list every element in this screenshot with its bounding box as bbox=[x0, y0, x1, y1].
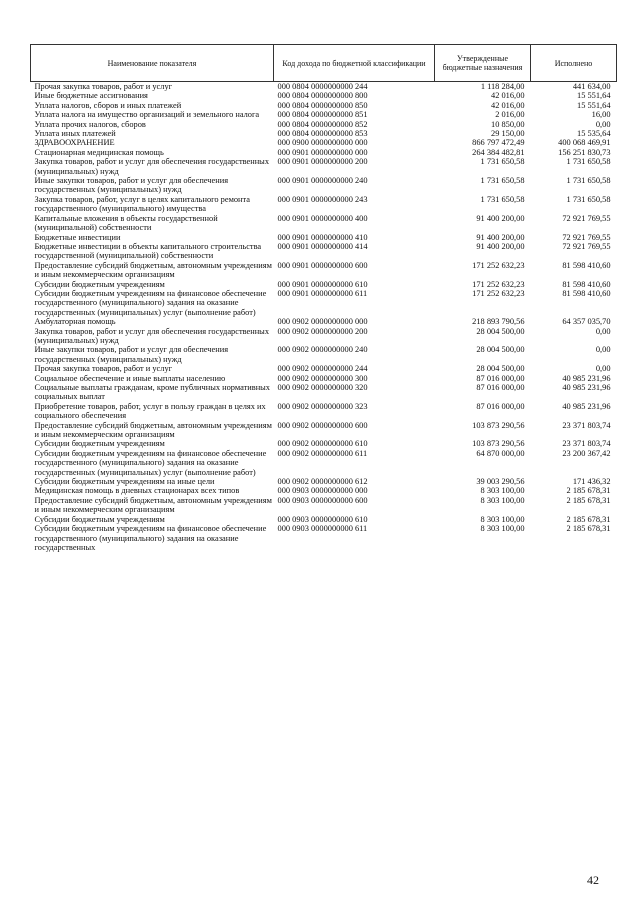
row-name: Прочая закупка товаров, работ и услуг bbox=[34, 82, 173, 91]
row-executed: 40 985 231,96 bbox=[562, 373, 611, 383]
row-name: Уплата налогов, сборов и иных платежей bbox=[34, 100, 182, 110]
row-code: 000 0902 0000000000 000 bbox=[277, 317, 368, 327]
row-approved: 218 893 790,56 bbox=[472, 317, 525, 327]
row-executed: 72 921 769,55 bbox=[562, 241, 611, 251]
row-executed: 441 634,00 bbox=[572, 82, 611, 91]
row-name: Бюджетные инвестиции в объекты капитального строительства государственной (муниципальной) собственности bbox=[34, 241, 262, 261]
row-name: Стационарная медицинская помощь bbox=[34, 147, 164, 157]
row-name: Бюджетные инвестиции bbox=[34, 232, 121, 242]
row-approved: 1 118 284,00 bbox=[480, 82, 525, 91]
row-code: 000 0804 0000000000 850 bbox=[277, 100, 368, 110]
table-row bbox=[31, 421, 617, 440]
table-row bbox=[31, 176, 617, 195]
table-row bbox=[31, 439, 617, 448]
row-approved: 1 731 650,58 bbox=[480, 176, 525, 186]
table-body bbox=[31, 82, 617, 553]
row-approved: 1 731 650,58 bbox=[480, 194, 525, 204]
row-code: 000 0902 0000000000 240 bbox=[277, 345, 368, 355]
row-executed: 16,00 bbox=[591, 110, 611, 120]
row-code: 000 0901 0000000000 240 bbox=[277, 176, 368, 186]
table-header bbox=[31, 45, 617, 82]
table-row bbox=[31, 289, 617, 317]
row-name: Субсидии бюджетным учреждениям bbox=[34, 439, 165, 449]
row-executed: 81 598 410,60 bbox=[562, 279, 611, 289]
header-approved: Утвержденные бюджетные назначения bbox=[435, 45, 531, 82]
row-name: Субсидии бюджетным учреждениям на финансовое обеспечение государственного (муниципального) задания на оказание государственных (муниципальных) услуг (выполнение работ) bbox=[34, 448, 267, 477]
row-code: 000 0902 0000000000 600 bbox=[277, 420, 368, 430]
row-name: Субсидии бюджетным учреждениям bbox=[34, 279, 165, 289]
table-row bbox=[31, 402, 617, 421]
row-executed: 72 921 769,55 bbox=[562, 213, 611, 223]
row-code: 000 0902 0000000000 323 bbox=[277, 401, 368, 411]
row-name: Субсидии бюджетным учреждениям на финансовое обеспечение государственного (муниципального) задания на оказание государственных (муниципальных) услуг (выполнение работ) bbox=[34, 288, 267, 317]
row-code: 000 0901 0000000000 000 bbox=[277, 147, 368, 157]
row-executed: 23 371 803,74 bbox=[562, 420, 611, 430]
table-row bbox=[31, 242, 617, 261]
row-code: 000 0902 0000000000 610 bbox=[277, 439, 368, 449]
row-approved: 42 016,00 bbox=[491, 100, 525, 110]
row-approved: 87 016 000,00 bbox=[476, 401, 525, 411]
row-executed: 2 185 678,31 bbox=[566, 514, 611, 524]
table-row bbox=[31, 327, 617, 346]
row-approved: 171 252 632,23 bbox=[472, 260, 525, 270]
row-code: 000 0804 0000000000 852 bbox=[277, 119, 368, 129]
row-approved: 28 004 500,00 bbox=[476, 345, 525, 355]
row-executed: 1 731 650,58 bbox=[566, 157, 611, 167]
budget-table-container bbox=[30, 44, 616, 552]
row-approved: 29 150,00 bbox=[491, 129, 525, 139]
table-row bbox=[31, 449, 617, 477]
table-row bbox=[31, 233, 617, 242]
row-code: 000 0804 0000000000 800 bbox=[277, 91, 368, 101]
row-name: Амбулаторная помощь bbox=[34, 317, 116, 327]
row-code: 000 0902 0000000000 300 bbox=[277, 373, 368, 383]
row-approved: 171 252 632,23 bbox=[472, 288, 525, 298]
row-code: 000 0902 0000000000 611 bbox=[277, 448, 368, 458]
table-row bbox=[31, 101, 617, 110]
row-executed: 0,00 bbox=[595, 119, 611, 129]
row-approved: 91 400 200,00 bbox=[476, 213, 525, 223]
row-approved: 91 400 200,00 bbox=[476, 232, 525, 242]
row-approved: 1 731 650,58 bbox=[480, 157, 525, 167]
table-row bbox=[31, 110, 617, 119]
row-executed: 72 921 769,55 bbox=[562, 232, 611, 242]
row-name: Уплата иных платежей bbox=[34, 129, 116, 139]
row-name: Иные закупки товаров, работ и услуг для обеспечения государственных (муниципальных) нужд bbox=[34, 345, 229, 364]
row-code: 000 0901 0000000000 610 bbox=[277, 279, 368, 289]
row-code: 000 0903 0000000000 610 bbox=[277, 514, 368, 524]
row-approved: 64 870 000,00 bbox=[476, 448, 525, 458]
row-code: 000 0901 0000000000 611 bbox=[277, 288, 368, 298]
row-executed: 0,00 bbox=[595, 326, 611, 336]
row-executed: 40 985 231,96 bbox=[562, 383, 611, 392]
row-name: Социальные выплаты гражданам, кроме публичных нормативных социальных выплат bbox=[34, 383, 270, 402]
row-name: Прочая закупка товаров, работ и услуг bbox=[34, 364, 173, 374]
table-row bbox=[31, 317, 617, 326]
row-executed: 156 251 830,73 bbox=[558, 147, 611, 157]
row-executed: 15 551,64 bbox=[577, 100, 611, 110]
row-code: 000 0901 0000000000 414 bbox=[277, 241, 368, 251]
row-code: 000 0902 0000000000 320 bbox=[277, 383, 368, 392]
row-approved: 2 016,00 bbox=[495, 110, 525, 120]
row-name: Социальное обеспечение и иные выплаты населению bbox=[34, 373, 226, 383]
row-approved: 8 303 100,00 bbox=[480, 486, 525, 496]
row-name: Предоставление субсидий бюджетным, автономным учреждениям и иным некоммерческим организациям bbox=[34, 260, 272, 280]
row-code: 000 0804 0000000000 244 bbox=[277, 82, 368, 91]
row-executed: 171 436,32 bbox=[572, 477, 611, 487]
row-name: Закупка товаров, работ и услуг для обеспечения государственных (муниципальных) нужд bbox=[34, 326, 270, 345]
table-row bbox=[31, 148, 617, 157]
row-code: 000 0901 0000000000 400 bbox=[277, 213, 368, 223]
row-executed: 1 731 650,58 bbox=[566, 194, 611, 204]
row-executed: 15 535,64 bbox=[577, 129, 611, 139]
table-row bbox=[31, 515, 617, 524]
row-name: Иные закупки товаров, работ и услуг для обеспечения государственных (муниципальных) нужд bbox=[34, 176, 229, 195]
row-approved: 8 303 100,00 bbox=[480, 514, 525, 524]
row-code: 000 0901 0000000000 200 bbox=[277, 157, 368, 167]
row-executed: 23 371 803,74 bbox=[562, 439, 611, 449]
row-name: Капитальные вложения в объекты государственной (муниципальной) собственности bbox=[34, 213, 218, 233]
row-executed: 81 598 410,60 bbox=[562, 288, 611, 298]
table-row bbox=[31, 129, 617, 138]
table-row bbox=[31, 138, 617, 147]
table-row bbox=[31, 91, 617, 100]
row-approved: 264 384 482,81 bbox=[472, 147, 525, 157]
table-row bbox=[31, 345, 617, 364]
table-row bbox=[31, 524, 617, 552]
row-approved: 8 303 100,00 bbox=[480, 524, 525, 534]
table-row bbox=[31, 280, 617, 289]
row-executed: 2 185 678,31 bbox=[566, 524, 611, 534]
row-executed: 64 357 035,70 bbox=[562, 317, 611, 327]
row-approved: 87 016 000,00 bbox=[476, 383, 525, 392]
row-approved: 171 252 632,23 bbox=[472, 279, 525, 289]
row-approved: 28 004 500,00 bbox=[476, 326, 525, 336]
table-row bbox=[31, 364, 617, 373]
row-name: Уплата налога на имущество организаций и земельного налога bbox=[34, 110, 260, 120]
row-code: 000 0903 0000000000 000 bbox=[277, 486, 368, 496]
row-executed: 2 185 678,31 bbox=[566, 486, 611, 496]
row-approved: 8 303 100,00 bbox=[480, 495, 525, 505]
row-name: Медицинская помощь в дневных стационарах всех типов bbox=[34, 486, 240, 496]
row-approved: 866 797 472,49 bbox=[472, 138, 525, 148]
row-code: 000 0902 0000000000 200 bbox=[277, 326, 368, 336]
table-row bbox=[31, 120, 617, 129]
row-name: Приобретение товаров, работ, услуг в пользу граждан в целях их социального обеспечения bbox=[34, 401, 266, 421]
header-name: Наименование показателя bbox=[31, 45, 274, 82]
row-code: 000 0804 0000000000 851 bbox=[277, 110, 368, 120]
row-name: Субсидии бюджетным учреждениям на финансовое обеспечение государственного (муниципального) задания на оказание государственных bbox=[34, 524, 267, 552]
table-row bbox=[31, 82, 617, 92]
row-code: 000 0903 0000000000 600 bbox=[277, 495, 368, 505]
row-code: 000 0804 0000000000 853 bbox=[277, 129, 368, 139]
row-executed: 400 068 469,91 bbox=[558, 138, 611, 148]
row-approved: 103 873 290,56 bbox=[472, 420, 525, 430]
row-name: ЗДРАВООХРАНЕНИЕ bbox=[34, 138, 115, 148]
table-row bbox=[31, 496, 617, 515]
row-name: Иные бюджетные ассигнования bbox=[34, 91, 148, 101]
table-row bbox=[31, 261, 617, 280]
row-code: 000 0900 0000000000 000 bbox=[277, 138, 368, 148]
row-name: Предоставление субсидий бюджетным, автономным учреждениям и иным некоммерческим организациям bbox=[34, 495, 272, 515]
budget-execution-table bbox=[30, 44, 617, 552]
row-executed: 0,00 bbox=[595, 364, 611, 374]
row-code: 000 0902 0000000000 612 bbox=[277, 477, 368, 487]
row-name: Субсидии бюджетным учреждениям на иные цели bbox=[34, 477, 215, 487]
row-code: 000 0901 0000000000 243 bbox=[277, 194, 368, 204]
page-number: 42 bbox=[587, 873, 599, 887]
row-name: Уплата прочих налогов, сборов bbox=[34, 119, 146, 129]
row-approved: 10 850,00 bbox=[491, 119, 525, 129]
row-name: Закупка товаров, работ, услуг в целях капитального ремонта государственного (муниципального) имущества bbox=[34, 194, 251, 214]
row-executed: 40 985 231,96 bbox=[562, 401, 611, 411]
table-row bbox=[31, 214, 617, 233]
row-code: 000 0901 0000000000 410 bbox=[277, 232, 368, 242]
row-executed: 1 731 650,58 bbox=[566, 176, 611, 186]
table-row bbox=[31, 383, 617, 402]
row-approved: 87 016 000,00 bbox=[476, 373, 525, 383]
row-approved: 91 400 200,00 bbox=[476, 241, 525, 251]
row-name: Субсидии бюджетным учреждениям bbox=[34, 514, 165, 524]
row-name: Закупка товаров, работ и услуг для обеспечения государственных (муниципальных) нужд bbox=[34, 157, 270, 176]
row-code: 000 0902 0000000000 244 bbox=[277, 364, 368, 374]
row-approved: 39 003 290,56 bbox=[476, 477, 525, 487]
row-approved: 28 004 500,00 bbox=[476, 364, 525, 374]
header-code: Код дохода по бюджетной классификации bbox=[274, 45, 435, 82]
row-approved: 42 016,00 bbox=[491, 91, 525, 101]
row-code: 000 0901 0000000000 600 bbox=[277, 260, 368, 270]
row-code: 000 0903 0000000000 611 bbox=[277, 524, 368, 534]
row-executed: 23 200 367,42 bbox=[562, 448, 611, 458]
row-executed: 81 598 410,60 bbox=[562, 260, 611, 270]
table-row bbox=[31, 486, 617, 495]
row-executed: 15 551,64 bbox=[577, 91, 611, 101]
row-executed: 2 185 678,31 bbox=[566, 495, 611, 505]
table-row bbox=[31, 157, 617, 176]
header-executed: Исполнено bbox=[531, 45, 617, 82]
row-approved: 103 873 290,56 bbox=[472, 439, 525, 449]
table-row bbox=[31, 477, 617, 486]
row-name: Предоставление субсидий бюджетным, автономным учреждениям и иным некоммерческим организациям bbox=[34, 420, 272, 440]
row-executed: 0,00 bbox=[595, 345, 611, 355]
table-row bbox=[31, 374, 617, 383]
table-row bbox=[31, 195, 617, 214]
